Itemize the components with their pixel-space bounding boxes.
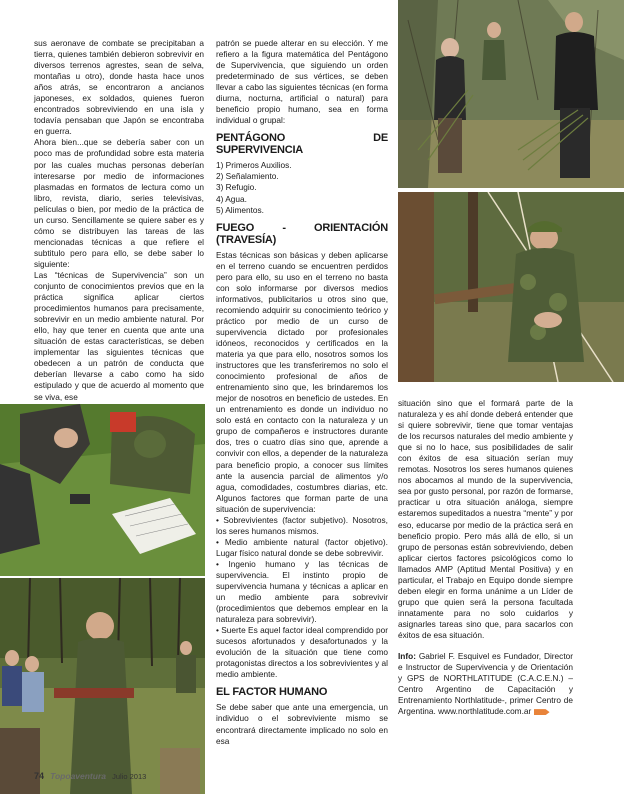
paragraph: Estas técnicas son básicas y deben aplicarse en el terreno cuando se encuentren perdidos pero para ello, su uso en el terreno no basta con solo informarse por diversos medios informativos, publicitarios u otros sino que, recomiendo adquirir su conocimiento teórico y práctico por medio de un curso de supervivencia dictado por profesionales idóneos, reconocidos y certificados en la materia ya que para ello, nosotros somos los instructores que les transferiremos no solo el conocimiento profesional de años de entrenamiento sino que, les brindaremos los mejor de nosotros en beneficio de ustedes. En un entrenamiento es donde un individuo no solo está en contacto con la naturaleza y un grupo de compañeros e instructores durante dos, tres o cuatro días sino que, aprende a convivir con ellos, a depender de la naturaleza para beneficio propio, a conocer sus límites ante la ausencia parcial de alimentos y/o agua, comodidades, costumbres diarias, etc. Algunos factores que forman parte de una situación de supervivencia: (216, 249, 388, 514)
paragraph: situación sino que el formará parte de la naturaleza y es ahí donde deberá entender que si quiere sobrevivir, tiene que tomar ventajas de los recursos naturales del medio ambiente y que si no lo hace, sus posibilidades de salir con éxitos de esa situación serían muy remotas. Nosotros los seres humanos quienes nos abocamos al mundo de la supervivencia, sea por gusto personal, por razón de formarse, practicar u otra situación análoga, siempre estaremos supeditados a nuestra “mente” y por eso, educarse por medio de la práctica será en beneficio propio. Pero más allá de ello, si un grupo de personas están sobreviviendo, deben aplicar ciertos factores psicológicos como lo llamados AMP (Aptitud Mental Positiva) y en particular, el Trabajo en Equipo donde siempre deben elegir en forma unánime a un Líder de grupo que quien será la persona facultada innatamente para no solo cuidarlos y asignarles tareas sino que, para sacarlos con éxitos de esa situación. (398, 398, 573, 640)
paragraph: patrón se puede alterar en su elección. Y me refiero a la figura matemática del Pentágono de Supervivencia, que siguiendo un orden predeterminado de sus vértices, se deben llevar a cabo las siguientes técnicas (en forma diurna, nocturna, artificial o natural) para beneficio propio humano, sea en forma individual o grupal: (216, 38, 388, 126)
group-with-map-photo (0, 404, 205, 576)
section-heading: FUEGO - ORIENTACIÓN (TRAVESÍA) (216, 221, 388, 246)
bullet-item: • Sobrevivientes (factor subjetivo). Nosotros, los seres humanos mismos. (216, 514, 388, 536)
magazine-name: Topoaventura (50, 771, 106, 781)
list-item: 5) Alimentos. (216, 204, 264, 215)
page-number: 74 (34, 771, 45, 781)
bullet-item: • Suerte Es aquel factor ideal comprendido por sucesos afortunados y desafortunados y la evolución de la situación que tiene como protagonistas directos a los sobrevivientes y al medio ambiente. (216, 625, 388, 680)
paragraph: Ahora bien...que se debería saber con un poco mas de profundidad sobre esta materia por las cuales muchas personas deberían interesarse por medio de informaciones plasmadas en formatos de lectura como un libro, revista, diario, series televisivas, películas o bien, por medio de la práctica de un curso. Sencillamente se quiere saber es y cómo se distribuyen las tareas de las mencionadas técnicas a que refiere el subtitulo pero para ello, se debe saber lo siguiente: (34, 137, 204, 269)
bullet-item: • Medio ambiente natural (factor objetivo). Lugar físico natural donde se debe sobrevivir. (216, 536, 388, 558)
paragraph: sus aeronave de combate se precipitaban a tierra, quienes también debieron sobrevivir en diversos terrenos agrestes, sean de selva, montañas u otro), donde hasta hace unos años atrás, se encontraron a ancianos japoneses, ex soldados, quienes fueron encontrados sobreviviendo en una isla y todavía pensaban que Japón se encontraba en guerra. (34, 38, 204, 137)
info-paragraph (398, 651, 573, 717)
pentagon-list (216, 160, 388, 215)
person-with-rope-photo (398, 192, 624, 382)
info-label: Info: (398, 651, 416, 662)
issue-date: Julio 2013 (112, 772, 147, 781)
list-item: 1) Primeros Auxilios. (216, 160, 292, 171)
page-footer (34, 771, 146, 781)
list-item: 2) Señalamiento. (216, 171, 279, 182)
text-column-3 (398, 398, 573, 717)
paragraph: Las “técnicas de Supervivencia” son un conjunto de conocimientos previos que en la práctica significa aplicar ciertos procedimientos humanos para precisamente, sobrevivir en un medio ambiente natural. Por ello, hay que tener en cuenta que ante una situación de estas características, se deben implementar las siguientes técnicas que obedecen a un patrón de conducta que deberían llevarse a cabo como ha sido estipulado y que de acuerdo al momento que se viva, ese (34, 269, 204, 402)
section-heading: PENTÁGONO DE SUPERVIVENCIA (216, 132, 388, 157)
people-carrying-branches-photo (398, 0, 624, 188)
text-column-2 (216, 38, 388, 747)
end-arrow-icon (534, 709, 550, 715)
list-item: 3) Refugio. (216, 182, 257, 193)
section-heading: EL FACTOR HUMANO (216, 686, 328, 699)
info-text: Gabriel F. Esquivel es Fundador, Director e Instructor de Supervivencia y de Orientación y GPS de NORTHLATITUDE (C.A.C.E.N.) –Centro Argentino de Capacitación y Entrenamiento Northlatitude-, primer Centro de Argentina. www.northlatitude.com.ar (398, 651, 573, 717)
bullet-item: • Ingenio humano y las técnicas de supervivencia. El instinto propio de supervivencia humana y técnicas a aplicar en un medio ambiente para sobrevivir (procedimientos que debemos emplear en la naturaleza para sobrevivir). (216, 558, 388, 625)
group-outdoors-photo (0, 578, 205, 794)
list-item: 4) Agua. (216, 193, 247, 204)
paragraph: Se debe saber que ante una emergencia, un individuo o el sobreviviente mismo se encontrará directamente implicado no solo en esa (216, 702, 388, 746)
text-column-1 (34, 38, 204, 403)
